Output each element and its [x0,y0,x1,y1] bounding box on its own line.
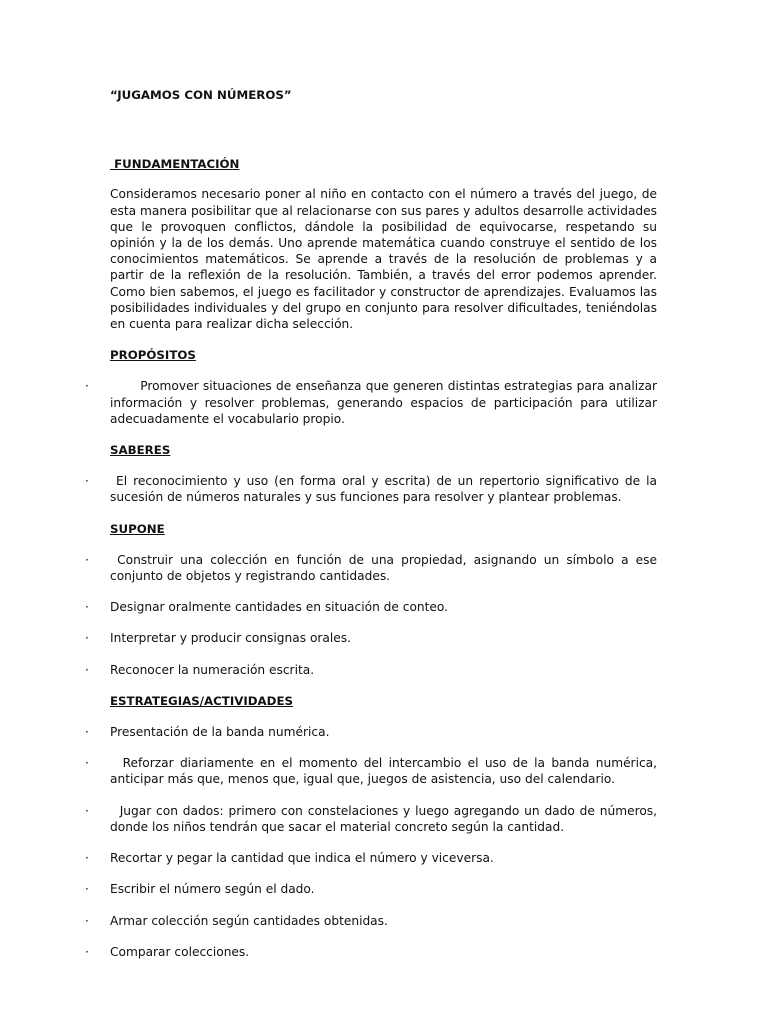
heading-supone: SUPONE [110,521,165,536]
list-item-text: Designar oralmente cantidades en situación de conteo. [110,600,449,615]
list-item-estrategia [85,881,657,897]
list-item-supone [85,630,657,646]
list-item-estrategia [85,724,657,740]
bullet-glyph: · [85,756,89,771]
bullet-glyph: · [85,379,89,394]
list-item-text: Construir una colección en función de una propiedad, asignando un símbolo a ese conjunto de objetos y registrando cantidades. [110,552,661,584]
list-item-text: Reforzar diariamente en el momento del intercambio el uso de la banda numérica, anticipar más que, menos que, igual que, juegos de asistencia, uso del calendario. [110,756,661,787]
bullet-glyph: · [85,631,89,646]
heading-propositos: PROPÓSITOS [110,348,196,363]
bullet-glyph: · [85,803,89,818]
bullet-glyph: · [85,662,89,677]
list-item-estrategia [85,944,657,960]
list-item-proposito [85,378,661,427]
paragraph-fundamentacion: Consideramos necesario poner al niño en contacto con el número a través del juego, de esta manera posibilitar que al relacionarse con sus pares y adultos desarrolle actividades que le provoquen conflictos, dándole la posibilidad de equivocarse, respetando su opinión y la de los demás. Uno aprende matemática cuando construye el sentido de los conocimientos matemáticos. Se aprende a través de la resolución de problemas y a partir de la reflexión de la resolución. También, a través del error podemos aprender. Como bien sabemos, el juego es facilitador y constructor de aprendizajes. Evaluamos las posibilidades individuales y del grupo en conjunto para resolver dificultades, teniéndolas en cuenta para realizar dicha selección. [110,187,657,332]
list-item-text: Comparar colecciones. [110,944,250,959]
list-item-text: Reconocer la numeración escrita. [110,662,315,677]
bullet-glyph: · [85,552,89,567]
bullet-glyph: · [85,944,89,959]
bullet-glyph: · [85,913,89,928]
list-item-supone [85,552,661,584]
bullet-glyph: · [85,600,89,615]
list-item-estrategia [85,755,661,787]
list-item-supone [85,662,657,678]
list-item-supone [85,599,657,615]
list-item-text: El reconocimiento y uso (en forma oral y escrita) de un repertorio significativo de la sucesión de números naturales y sus funciones para resolver y plantear problemas. [110,474,661,505]
list-item-text: Escribir el número según el dado. [110,882,315,897]
list-item-text: Armar colección según cantidades obtenidas. [110,913,388,928]
bullet-glyph: · [85,882,89,897]
document-content [85,87,661,960]
bullet-glyph: · [85,851,89,866]
heading-fundamentacion: FUNDAMENTACIÓN [110,157,240,172]
list-item-estrategia [85,913,657,929]
list-item-estrategia [85,803,661,835]
bullet-glyph: · [85,725,89,740]
list-item-estrategia [85,850,657,866]
heading-saberes: SABERES [110,443,171,458]
document-title: “JUGAMOS CON NÚMEROS” [110,88,292,102]
list-item-text: Recortar y pegar la cantidad que indica el número y viceversa. [110,851,494,866]
bullet-glyph: · [85,474,89,489]
heading-estrategias: ESTRATEGIAS/ACTIVIDADES [110,693,294,708]
list-item-text: Interpretar y producir consignas orales. [110,631,351,646]
list-item-saber [85,473,661,505]
list-item-text: Presentación de la banda numérica. [110,725,330,740]
list-item-text: Promover situaciones de enseñanza que generen distintas estrategias para analizar información y resolver problemas, generando espacios de participación para utilizar adecuadamente el vocabulario propio. [110,379,661,426]
list-item-text: Jugar con dados: primero con constelaciones y luego agregando un dado de números, donde los niños tendrán que sacar el material concreto según la cantidad. [110,803,661,834]
